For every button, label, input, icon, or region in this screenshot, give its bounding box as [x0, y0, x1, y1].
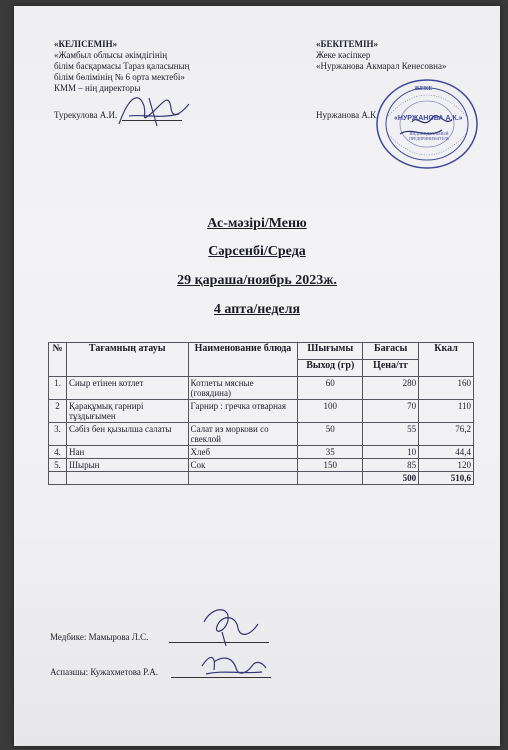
cell-price: 55 — [363, 423, 419, 446]
title-day: Сәрсенбі/Среда — [208, 244, 306, 259]
cell-price: 10 — [363, 446, 419, 459]
table-total-row — [49, 472, 474, 485]
header-num: № — [49, 343, 67, 377]
total-price: 500 — [363, 472, 419, 485]
cell-name-ru: Салат из моркови со свеклой — [188, 423, 298, 446]
cell-yield: 35 — [298, 446, 363, 459]
header-yield-kz: Шығымы — [298, 343, 363, 360]
cell-num: 2 — [49, 400, 67, 423]
stamp-top-text: ЖЕКЕ — [414, 86, 433, 92]
cell-kcal: 44,4 — [419, 446, 474, 459]
header-name-kz: Тағамның атауы — [66, 343, 188, 377]
total-kcal: 510,6 — [419, 472, 474, 485]
cell-num: 5. — [49, 459, 67, 472]
cell-name-kz: Сиыр етінен котлет — [66, 377, 188, 400]
cell-kcal: 160 — [419, 377, 474, 400]
cell-name-ru: Котлеты мясные (говядина) — [188, 377, 298, 400]
cell-name-kz: Сәбіз бен қызылша салаты — [66, 423, 188, 446]
cell-kcal: 110 — [419, 400, 474, 423]
header-name-ru: Наименование блюда — [188, 343, 298, 377]
right-signer: Нуржанова А.К. — [316, 110, 379, 120]
header-yield-ru: Выход (гр) — [298, 360, 363, 377]
right-line1: Жеке кәсіпкер — [316, 50, 371, 60]
title-week: 4 апта/неделя — [213, 302, 301, 317]
stamp-center-text: «НУРЖАНОВА А.К.» — [394, 115, 463, 122]
table-row — [49, 377, 474, 400]
left-line4: КММ – нің директоры — [54, 83, 141, 93]
left-line1: «Жамбыл облысы әкімдігінің — [54, 50, 168, 60]
document-page — [14, 6, 500, 746]
header-kcal: Ккал — [419, 343, 474, 377]
cook-signer: Аспазшы: Кужахметова Р.А. — [50, 667, 159, 677]
cell-yield: 150 — [298, 459, 363, 472]
cell-yield: 50 — [298, 423, 363, 446]
header-price-ru: Цена/тг — [363, 360, 419, 377]
table-row — [49, 446, 474, 459]
cell-num: 4. — [49, 446, 67, 459]
title-menu: Ас-мәзірі/Меню — [207, 216, 307, 231]
table-row — [49, 400, 474, 423]
medic-signer: Медбике: Мамырова Л.С. — [50, 632, 149, 642]
cell-name-kz: Нан — [66, 446, 188, 459]
header-price-kz: Бағасы — [363, 343, 419, 360]
cell-price: 280 — [363, 377, 419, 400]
title-date: 29 қараша/ноябрь 2023ж. — [177, 273, 337, 288]
table-header-row — [49, 343, 474, 360]
left-heading: «КЕЛІСЕМІН» — [54, 39, 118, 49]
left-signature — [109, 86, 199, 131]
right-line2: «Нуржанова Акмарал Кенесовна» — [316, 61, 447, 71]
left-signer: Турекулова А.И. — [54, 110, 118, 120]
stamp-ring-text: ИНДИВИДУАЛЬНЫЙ ПРЕДПРИНИМАТЕЛЬ — [409, 131, 450, 141]
cell-yield: 100 — [298, 400, 363, 423]
left-line3: білім бөлімінің № 6 орта мектебі» — [54, 72, 185, 82]
table-row — [49, 459, 474, 472]
cell-name-kz: Қарақұмық гарнирі тұздығымен — [66, 400, 188, 423]
cell-kcal: 76,2 — [419, 423, 474, 446]
cell-name-ru: Хлеб — [188, 446, 298, 459]
left-line2: білім басқармасы Тараз қаласының — [54, 61, 190, 71]
cell-name-ru: Сок — [188, 459, 298, 472]
cell-num: 3. — [49, 423, 67, 446]
cell-kcal: 120 — [419, 459, 474, 472]
table-row — [49, 423, 474, 446]
right-heading: «БЕКІТЕМІН» — [316, 39, 378, 49]
cell-num: 1. — [49, 377, 67, 400]
cell-price: 70 — [363, 400, 419, 423]
cell-name-ru: Гарнир : гречка отварная — [188, 400, 298, 423]
medic-signature — [192, 602, 272, 647]
cell-name-kz: Шырын — [66, 459, 188, 472]
cook-signature — [192, 646, 272, 684]
menu-table — [48, 342, 474, 485]
cell-price: 85 — [363, 459, 419, 472]
cell-yield: 60 — [298, 377, 363, 400]
